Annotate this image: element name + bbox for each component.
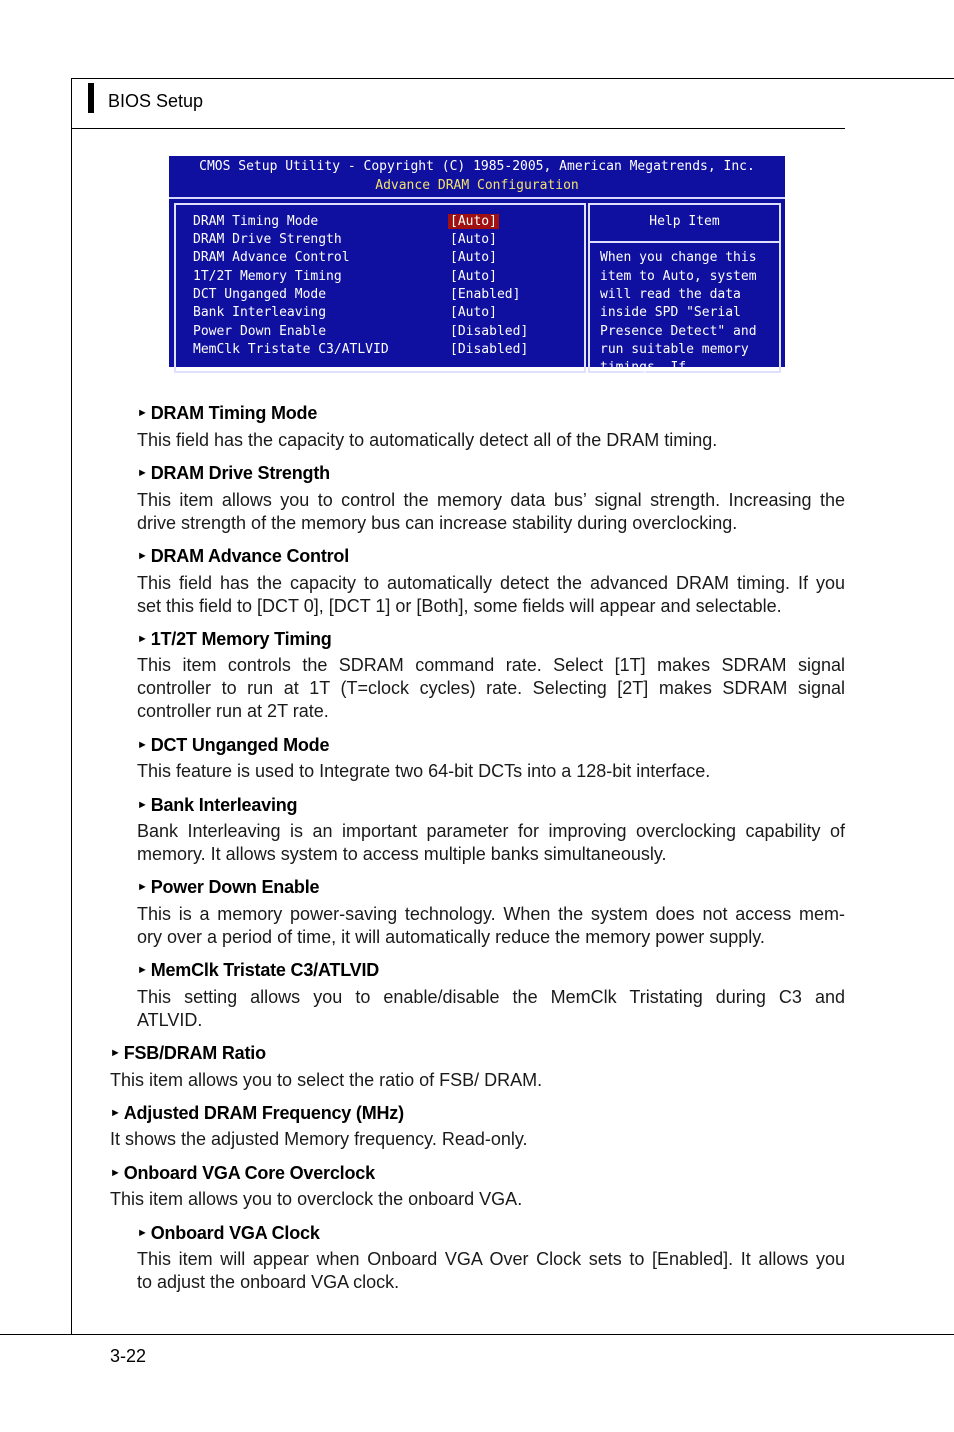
bios-screen (169, 156, 785, 375)
bios-help-line: will read the data (600, 287, 741, 302)
triangle-bullet-icon: ► (137, 964, 148, 976)
section-body: This item allows you to overclock the onboard VGA. (110, 1189, 523, 1209)
section-body: This item allows you to select the ratio of FSB/ DRAM. (110, 1070, 543, 1090)
section-heading: ► DRAM Drive Strength (137, 463, 330, 483)
bios-help-divider (588, 241, 781, 243)
section-body: This is a memory power-saving technology. When the system does not access mem- ory over a period of time, it will automatically reduce the memory power supply. (137, 904, 845, 947)
section-heading: ► Adjusted DRAM Frequency (MHz) (110, 1103, 404, 1123)
section-body: This setting allows you to enable/disable the MemClk Tristating during C3 and ATLVID. (137, 987, 845, 1030)
bios-setting-label: Bank Interleaving (193, 305, 327, 320)
frame-top-rule (71, 78, 954, 79)
bios-setting-value[interactable]: [Disabled] (450, 342, 529, 357)
bios-setting-row[interactable] (193, 269, 573, 287)
bios-setting-label: DCT Unganged Mode (193, 287, 327, 302)
bios-setting-row[interactable] (193, 324, 573, 342)
page-number: 3-22 (110, 1346, 147, 1366)
section-heading: ► 1T/2T Memory Timing (137, 629, 332, 649)
bios-help-line: item to Auto, system (600, 269, 757, 284)
bios-setting-label: DRAM Advance Control (193, 250, 350, 265)
bios-help-line: Presence Detect" and (600, 324, 757, 339)
section-body: This item will appear when Onboard VGA Over Clock sets to [Enabled]. It allows you to adjust the onboard VGA clock. (137, 1249, 845, 1292)
page-header-title: BIOS Setup (108, 91, 204, 111)
section-heading: ► DRAM Timing Mode (137, 403, 318, 423)
bios-setting-row[interactable] (193, 232, 573, 250)
triangle-bullet-icon: ► (137, 739, 148, 751)
bios-setting-value[interactable]: [Auto] (450, 214, 497, 229)
triangle-bullet-icon: ► (137, 881, 148, 893)
section-body: This field has the capacity to automatically detect the advanced DRAM timing. If you set this field to [DCT 0], [DCT 1] or [Both], some fields will appear and selectable. (137, 573, 845, 616)
bios-setting-row[interactable] (193, 250, 573, 268)
bios-setting-label: DRAM Timing Mode (193, 214, 319, 229)
section-heading: ► Onboard VGA Clock (137, 1223, 320, 1243)
triangle-bullet-icon: ► (137, 407, 148, 419)
bios-setting-row[interactable] (193, 342, 573, 360)
section-heading: ► DCT Unganged Mode (137, 735, 330, 755)
triangle-bullet-icon: ► (137, 799, 148, 811)
bios-setting-value[interactable]: [Auto] (450, 232, 497, 247)
bios-help-title: Help Item (649, 214, 720, 229)
section-body: This field has the capacity to automatically detect all of the DRAM timing. (137, 430, 718, 450)
header-rule (71, 128, 845, 129)
bios-help-line: When you change this (600, 250, 757, 265)
bios-setting-row[interactable] (193, 305, 573, 323)
section-heading: ► Bank Interleaving (137, 795, 298, 815)
bios-setting-row[interactable] (193, 214, 573, 232)
bios-setting-value[interactable]: [Disabled] (450, 324, 529, 339)
triangle-bullet-icon: ► (110, 1107, 121, 1119)
bios-setting-label: Power Down Enable (193, 324, 327, 339)
footer-rule (0, 1334, 954, 1335)
bios-help-line: inside SPD "Serial (600, 305, 741, 320)
section-body: It shows the adjusted Memory frequency. Read-only. (110, 1129, 528, 1149)
section-body: This feature is used to Integrate two 64-bit DCTs into a 128-bit interface. (137, 761, 711, 781)
bios-setting-label: MemClk Tristate C3/ATLVID (193, 342, 389, 357)
bios-setting-label: 1T/2T Memory Timing (193, 269, 342, 284)
section-heading: ► DRAM Advance Control (137, 546, 350, 566)
section-body: Bank Interleaving is an important parameter for improving overclocking capability of memory. It allows system to access multiple banks simultaneously. (137, 821, 845, 864)
bios-setting-value[interactable]: [Enabled] (450, 287, 521, 302)
bios-setting-row[interactable] (193, 287, 573, 305)
bios-subtitle: Advance DRAM Configuration (375, 178, 579, 193)
section-body: This item allows you to control the memory data bus’ signal strength. Increasing the drive strength of the memory bus can increase stability during overclocking. (137, 490, 845, 533)
bios-setting-value[interactable]: [Auto] (450, 305, 497, 320)
section-heading: ► Onboard VGA Core Overclock (110, 1163, 375, 1183)
triangle-bullet-icon: ► (137, 467, 148, 479)
frame-left-rule (71, 78, 72, 1334)
bios-help-line: run suitable memory (600, 342, 749, 357)
bios-setting-label: DRAM Drive Strength (193, 232, 342, 247)
bios-help-line: timings. If (600, 360, 687, 375)
section-heading: ► MemClk Tristate C3/ATLVID (137, 960, 380, 980)
bios-title: CMOS Setup Utility - Copyright (C) 1985-2005, American Megatrends, Inc. (199, 159, 755, 174)
section-body: This item controls the SDRAM command rate. Select [1T] makes SDRAM signal controller to run at 1T (T=clock cycles) rate. Selecting [2T] makes SDRAM signal controller run at 2T rate. (137, 655, 845, 721)
section-heading: ► Power Down Enable (137, 877, 320, 897)
header-marker-bar (88, 83, 94, 113)
triangle-bullet-icon: ► (110, 1167, 121, 1179)
bios-title-divider (169, 197, 785, 199)
bios-setting-value[interactable]: [Auto] (450, 269, 497, 284)
triangle-bullet-icon: ► (137, 550, 148, 562)
triangle-bullet-icon: ► (137, 1227, 148, 1239)
section-heading: ► FSB/DRAM Ratio (110, 1043, 266, 1063)
bios-setting-value[interactable]: [Auto] (450, 250, 497, 265)
triangle-bullet-icon: ► (110, 1047, 121, 1059)
triangle-bullet-icon: ► (137, 633, 148, 645)
